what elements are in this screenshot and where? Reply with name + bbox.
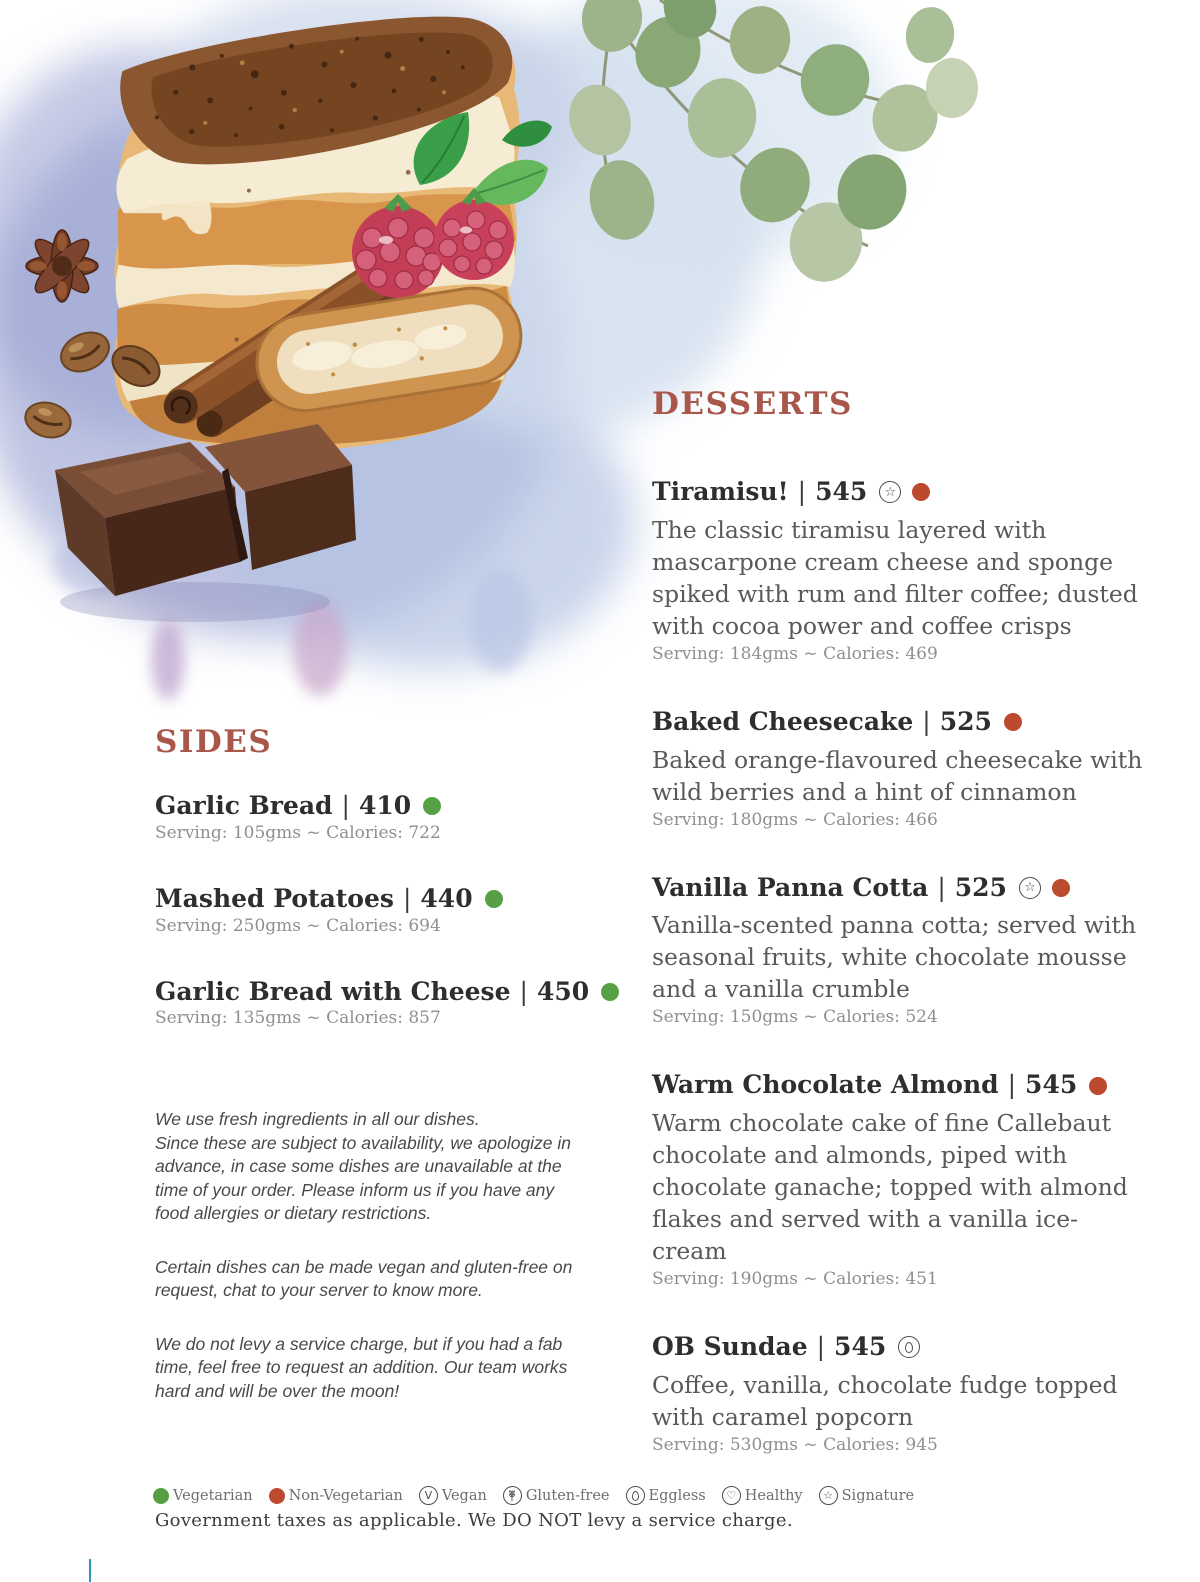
diet-icons xyxy=(879,481,930,503)
menu-item-price: 525 xyxy=(954,872,1007,902)
legend-label: Vegan xyxy=(441,1487,487,1504)
tax-note: Government taxes as applicable. We DO NOT levy a service charge. xyxy=(155,1510,793,1531)
diet-icons xyxy=(601,983,619,1001)
price-separator: | xyxy=(816,1332,826,1361)
legend-item xyxy=(819,1486,915,1505)
menu-item-serving: Serving: 190gms ~ Calories: 451 xyxy=(652,1269,938,1289)
eggless-icon xyxy=(626,1486,645,1505)
menu-item-title xyxy=(652,874,1148,903)
vegetarian-icon xyxy=(601,983,619,1001)
menu-item xyxy=(155,978,635,1029)
menu-item xyxy=(652,1333,1148,1455)
menu-item-price: 440 xyxy=(420,883,473,913)
legend-label: Gluten-free xyxy=(525,1487,610,1504)
menu-item-serving: Serving: 184gms ~ Calories: 469 xyxy=(652,643,938,664)
note-paragraph xyxy=(155,1256,593,1303)
menu-item-price: 525 xyxy=(939,706,992,736)
menu-item-price: 545 xyxy=(834,1332,887,1361)
diet-icons xyxy=(898,1336,920,1358)
desserts-list xyxy=(652,478,1148,1455)
menu-item-description: Warm chocolate cake of fine Callebaut chocolate and almonds, piped with chocolate ganache; topped with almond flakes and served with a vanilla ice-cream xyxy=(652,1109,1128,1265)
price-separator: | xyxy=(402,883,412,913)
menu-item-description: Coffee, vanilla, chocolate fudge topped with caramel popcorn xyxy=(652,1370,1118,1431)
sides-section xyxy=(155,724,635,1070)
diet-icons xyxy=(485,890,503,908)
legend-item xyxy=(722,1486,803,1505)
legend-item xyxy=(626,1486,706,1505)
sides-list xyxy=(155,792,635,1028)
note-text: Since these are subject to availability, we apologize in advance, in case some dishes are unavailable at the time of your order. Please inform us if you have any food allergies or dietary restrictions. xyxy=(155,1132,572,1223)
price-separator: | xyxy=(937,872,946,902)
legend-item xyxy=(503,1486,610,1505)
menu-item-serving: Serving: 180gms ~ Calories: 466 xyxy=(652,809,938,830)
legend-label: Eggless xyxy=(648,1487,706,1504)
menu-item-name: Baked Cheesecake xyxy=(652,706,914,736)
menu-item-title xyxy=(652,1071,1148,1100)
menu-item-title xyxy=(155,885,635,914)
menu-item xyxy=(155,885,635,936)
diet-icons xyxy=(1089,1077,1107,1095)
menu-item-name: Garlic Bread xyxy=(155,791,333,820)
menu-item-name: Warm Chocolate Almond xyxy=(652,1070,999,1100)
legend-label: Signature xyxy=(841,1487,915,1504)
note-text: We use fresh ingredients in all our dishes. xyxy=(155,1109,480,1129)
non-vegetarian-icon xyxy=(269,1488,285,1504)
price-separator: | xyxy=(519,976,528,1006)
menu-item-title xyxy=(652,478,1148,507)
note-text: We do not levy a service charge, but if you had a fab time, feel free to request an addition. Our team works hard and will be over the moon! xyxy=(155,1333,568,1401)
menu-item-serving: Serving: 150gms ~ Calories: 524 xyxy=(652,1007,938,1028)
signature-icon: ☆ xyxy=(879,481,901,503)
legend-label: Healthy xyxy=(744,1487,803,1504)
menu-item-price: 450 xyxy=(536,976,590,1006)
kitchen-notes xyxy=(155,1108,593,1433)
diet-legend xyxy=(153,1486,923,1505)
desserts-section xyxy=(652,386,1148,1499)
vegetarian-icon xyxy=(423,797,441,815)
price-separator: | xyxy=(341,791,350,820)
legend-item xyxy=(269,1488,403,1504)
menu-item-name: Tiramisu! xyxy=(652,477,789,506)
gluten-free-icon xyxy=(503,1486,522,1505)
menu-item-title xyxy=(155,978,635,1007)
menu-item-title xyxy=(652,708,1148,737)
menu-item-name: Mashed Potatoes xyxy=(155,883,394,913)
vegetarian-icon xyxy=(153,1488,169,1504)
note-paragraph xyxy=(155,1333,593,1404)
menu-item xyxy=(652,1071,1148,1289)
menu-item-name: Garlic Bread with Cheese xyxy=(155,976,511,1006)
vegan-icon: V xyxy=(419,1486,438,1505)
non-vegetarian-icon xyxy=(1052,879,1070,897)
non-vegetarian-icon xyxy=(1004,713,1022,731)
non-vegetarian-icon xyxy=(912,483,930,501)
menu-item xyxy=(155,792,635,843)
signature-icon: ☆ xyxy=(1019,877,1041,899)
price-separator: | xyxy=(797,477,807,506)
note-paragraph xyxy=(155,1108,593,1226)
menu-item-title xyxy=(155,792,635,821)
menu-item-serving: Serving: 105gms ~ Calories: 722 xyxy=(155,822,441,843)
legend-label: Non-Vegetarian xyxy=(288,1487,403,1504)
vegetarian-icon xyxy=(485,890,503,908)
menu-item-serving: Serving: 530gms ~ Calories: 945 xyxy=(652,1434,938,1455)
desserts-heading: DESSERTS xyxy=(652,386,853,422)
menu-item-description: Baked orange-flavoured cheesecake with wild berries and a hint of cinnamon xyxy=(652,745,1143,806)
diet-icons xyxy=(423,797,441,815)
price-separator: | xyxy=(1007,1070,1017,1100)
menu-item-title xyxy=(652,1333,1148,1362)
eggless-icon xyxy=(898,1336,920,1358)
diet-icons xyxy=(1019,877,1070,899)
menu-item-price: 545 xyxy=(1025,1070,1078,1100)
price-separator: | xyxy=(922,706,931,736)
note-text: Certain dishes can be made vegan and gluten-free on request, chat to your server to know more. xyxy=(155,1256,573,1300)
menu-item xyxy=(652,478,1148,664)
menu-item-description: The classic tiramisu layered with mascarpone cream cheese and sponge spiked with rum and filter coffee; dusted with cocoa power and coffee crisps xyxy=(652,515,1138,640)
page-edge-mark xyxy=(89,1559,91,1582)
menu-item-serving: Serving: 250gms ~ Calories: 694 xyxy=(155,915,441,936)
sides-heading: SIDES xyxy=(155,724,273,760)
diet-icons xyxy=(1004,713,1022,731)
legend-label: Vegetarian xyxy=(173,1487,253,1504)
menu-item-name: OB Sundae xyxy=(652,1332,808,1361)
menu-item xyxy=(652,874,1148,1028)
star-anise xyxy=(26,230,98,302)
signature-icon: ☆ xyxy=(819,1486,838,1505)
menu-item xyxy=(652,708,1148,830)
menu-item-price: 545 xyxy=(815,477,868,506)
healthy-icon: ♡ xyxy=(722,1486,741,1505)
menu-item-name: Vanilla Panna Cotta xyxy=(652,872,929,902)
menu-item-description: Vanilla-scented panna cotta; served with seasonal fruits, white chocolate mousse and a vanilla crumble xyxy=(652,911,1137,1004)
non-vegetarian-icon xyxy=(1089,1077,1107,1095)
legend-item xyxy=(419,1486,487,1505)
menu-item-price: 410 xyxy=(358,791,412,820)
menu-item-serving: Serving: 135gms ~ Calories: 857 xyxy=(155,1008,441,1029)
legend-item xyxy=(153,1488,253,1504)
